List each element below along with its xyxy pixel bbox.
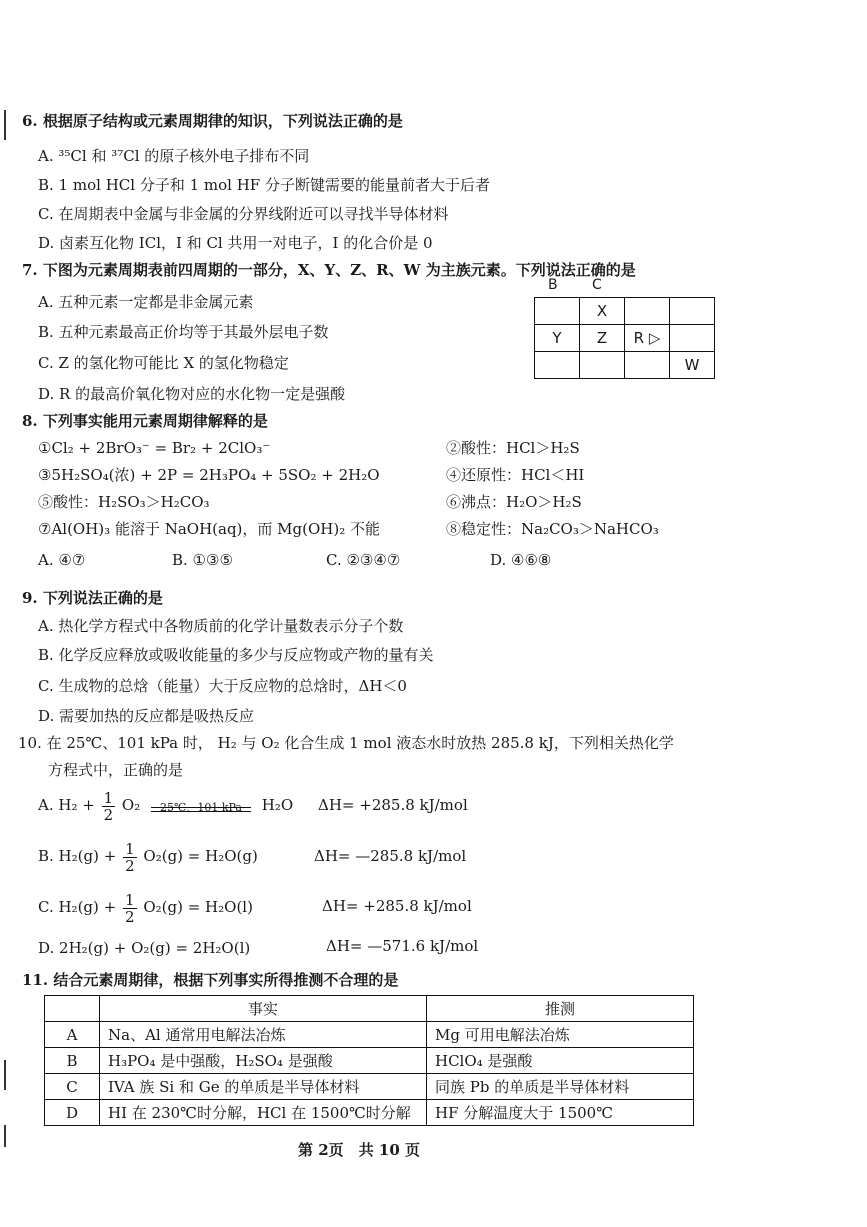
pt-cell bbox=[670, 325, 715, 352]
q8-option-d: D. ④⑥⑧ bbox=[490, 551, 552, 569]
q10-c-lhs: C. H₂(g) + bbox=[38, 898, 117, 916]
pt-cell bbox=[535, 298, 580, 325]
scan-edge-mark bbox=[4, 1125, 6, 1147]
q11-cell: Na、Al 通常用电解法冶炼 bbox=[100, 1022, 427, 1048]
q9-option-b: B. 化学反应释放或吸收能量的多少与反应物或产物的量有关 bbox=[38, 646, 434, 664]
q9-stem: 9. 下列说法正确的是 bbox=[22, 589, 163, 607]
q10-d-dh: ΔH= —571.6 kJ/mol bbox=[326, 937, 479, 955]
q10-c-rhs: O₂(g) = H₂O(l) bbox=[143, 898, 253, 916]
pt-cell bbox=[625, 298, 670, 325]
scan-edge-mark bbox=[4, 1060, 6, 1090]
fraction-half bbox=[123, 892, 137, 925]
q7-stem: 7. 下图为元素周期表前四周期的一部分，X、Y、Z、R、W 为主族元素。下列说法正确的是 bbox=[22, 261, 636, 279]
handwritten-b: B bbox=[548, 277, 558, 293]
q9-option-a: A. 热化学方程式中各物质前的化学计量数表示分子个数 bbox=[38, 617, 404, 635]
q8-item-4: ④还原性：HCl＜HI bbox=[446, 466, 585, 484]
reaction-condition-arrow bbox=[151, 794, 251, 818]
table-row bbox=[45, 1022, 694, 1048]
table-row bbox=[45, 1048, 694, 1074]
q11-cell: D bbox=[45, 1100, 100, 1126]
q8-item-5: ⑤酸性：H₂SO₃＞H₂CO₃ bbox=[38, 493, 210, 511]
q10-a-lhs: A. H₂ + bbox=[38, 796, 95, 814]
frac-den: 2 bbox=[125, 856, 135, 875]
q8-stem: 8. 下列事实能用元素周期律解释的是 bbox=[22, 412, 268, 430]
periodic-table-fragment bbox=[534, 297, 715, 379]
handwritten-c: C bbox=[592, 277, 602, 293]
q9-option-c: C. 生成物的总焓（能量）大于反应物的总焓时，ΔH＜0 bbox=[38, 677, 407, 695]
frac-den: 2 bbox=[125, 907, 135, 926]
q11-stem: 11. 结合元素周期律，根据下列事实所得推测不合理的是 bbox=[22, 971, 399, 989]
q10-c-dh: ΔH= +285.8 kJ/mol bbox=[322, 897, 472, 915]
q11-cell: IVA 族 Si 和 Ge 的单质是半导体材料 bbox=[100, 1074, 427, 1100]
q11-cell: B bbox=[45, 1048, 100, 1074]
q8-item-7: ⑦Al(OH)₃ 能溶于 NaOH(aq)，而 Mg(OH)₂ 不能 bbox=[38, 520, 380, 538]
table-row bbox=[45, 1100, 694, 1126]
q7-option-c: C. Z 的氢化物可能比 X 的氢化物稳定 bbox=[38, 354, 289, 372]
q7-option-d: D. R 的最高价氧化物对应的水化物一定是强酸 bbox=[38, 385, 346, 403]
pt-cell: X bbox=[580, 298, 625, 325]
q10-option-d: D. 2H₂(g) + O₂(g) = 2H₂O(l) bbox=[38, 939, 251, 957]
pt-cell: Z bbox=[580, 325, 625, 352]
q10-b-dh: ΔH= —285.8 kJ/mol bbox=[314, 847, 467, 865]
pt-cell: Y bbox=[535, 325, 580, 352]
q10-stem-line2: 方程式中，正确的是 bbox=[48, 761, 184, 779]
q9-option-d: D. 需要加热的反应都是吸热反应 bbox=[38, 707, 255, 725]
q11-cell: HF 分解温度大于 1500℃ bbox=[427, 1100, 694, 1126]
q11-header: 事实 bbox=[100, 996, 427, 1022]
pt-cell: R ▷ bbox=[625, 325, 670, 352]
pt-cell bbox=[580, 352, 625, 379]
q10-stem-line1: 10. 在 25℃、101 kPa 时， H₂ 与 O₂ 化合生成 1 mol 液态水时放热 285.8 kJ，下列相关热化学 bbox=[18, 734, 674, 752]
q8-item-6: ⑥沸点：H₂O＞H₂S bbox=[446, 493, 582, 511]
q6-option-d: D. 卤素互化物 ICl，I 和 Cl 共用一对电子，I 的化合价是 0 bbox=[38, 234, 433, 252]
pt-cell bbox=[535, 352, 580, 379]
q8-item-3: ③5H₂SO₄(浓) + 2P = 2H₃PO₄ + 5SO₂ + 2H₂O bbox=[38, 466, 380, 484]
frac-num: 1 bbox=[103, 788, 114, 807]
q10-option-c bbox=[38, 887, 253, 927]
condition-label: 25℃、101 kPa bbox=[160, 801, 242, 814]
q11-table bbox=[44, 995, 694, 1126]
pt-cell: W bbox=[670, 352, 715, 379]
q10-a-o2: O₂ bbox=[121, 796, 141, 814]
scan-edge-mark bbox=[4, 110, 6, 140]
frac-num: 1 bbox=[125, 839, 135, 858]
q11-cell: A bbox=[45, 1022, 100, 1048]
frac-num: 1 bbox=[125, 890, 135, 909]
q11-cell: HI 在 230℃时分解，HCl 在 1500℃时分解 bbox=[100, 1100, 427, 1126]
page-footer: 第 2页 共 10 页 bbox=[298, 1141, 420, 1159]
pt-cell bbox=[625, 352, 670, 379]
q8-option-a: A. ④⑦ bbox=[38, 551, 86, 569]
q11-header: 推测 bbox=[427, 996, 694, 1022]
q11-cell: C bbox=[45, 1074, 100, 1100]
q6-option-a: A. ³⁵Cl 和 ³⁷Cl 的原子核外电子排布不同 bbox=[38, 147, 310, 165]
fraction-half bbox=[102, 790, 116, 823]
q6-option-b: B. 1 mol HCl 分子和 1 mol HF 分子断键需要的能量前者大于后者 bbox=[38, 176, 490, 194]
q11-cell: H₃PO₄ 是中强酸，H₂SO₄ 是强酸 bbox=[100, 1048, 427, 1074]
q11-cell: 同族 Pb 的单质是半导体材料 bbox=[427, 1074, 694, 1100]
q11-cell: HClO₄ 是强酸 bbox=[427, 1048, 694, 1074]
fraction-half bbox=[123, 841, 137, 874]
q8-option-b: B. ①③⑤ bbox=[172, 551, 233, 569]
q10-a-rhs: H₂O bbox=[261, 796, 294, 814]
q7-option-b: B. 五种元素最高正价均等于其最外层电子数 bbox=[38, 323, 329, 341]
q10-b-lhs: B. H₂(g) + bbox=[38, 847, 117, 865]
q10-a-dh: ΔH= +285.8 kJ/mol bbox=[318, 796, 468, 814]
q8-item-1: ①Cl₂ + 2BrO₃⁻ = Br₂ + 2ClO₃⁻ bbox=[38, 439, 271, 457]
q11-header bbox=[45, 996, 100, 1022]
q7-option-a: A. 五种元素一定都是非金属元素 bbox=[38, 293, 254, 311]
table-row bbox=[45, 1074, 694, 1100]
pt-cell bbox=[670, 298, 715, 325]
q10-b-rhs: O₂(g) = H₂O(g) bbox=[143, 847, 258, 865]
q10-option-a bbox=[38, 785, 293, 825]
q8-option-c: C. ②③④⑦ bbox=[326, 551, 401, 569]
q8-item-8: ⑧稳定性：Na₂CO₃＞NaHCO₃ bbox=[446, 520, 659, 538]
q11-cell: Mg 可用电解法冶炼 bbox=[427, 1022, 694, 1048]
q10-option-b bbox=[38, 836, 258, 876]
q6-stem: 6. 根据原子结构或元素周期律的知识，下列说法正确的是 bbox=[22, 112, 403, 130]
q6-option-c: C. 在周期表中金属与非金属的分界线附近可以寻找半导体材料 bbox=[38, 205, 449, 223]
q8-item-2: ②酸性：HCl＞H₂S bbox=[446, 439, 580, 457]
frac-den: 2 bbox=[103, 805, 114, 824]
